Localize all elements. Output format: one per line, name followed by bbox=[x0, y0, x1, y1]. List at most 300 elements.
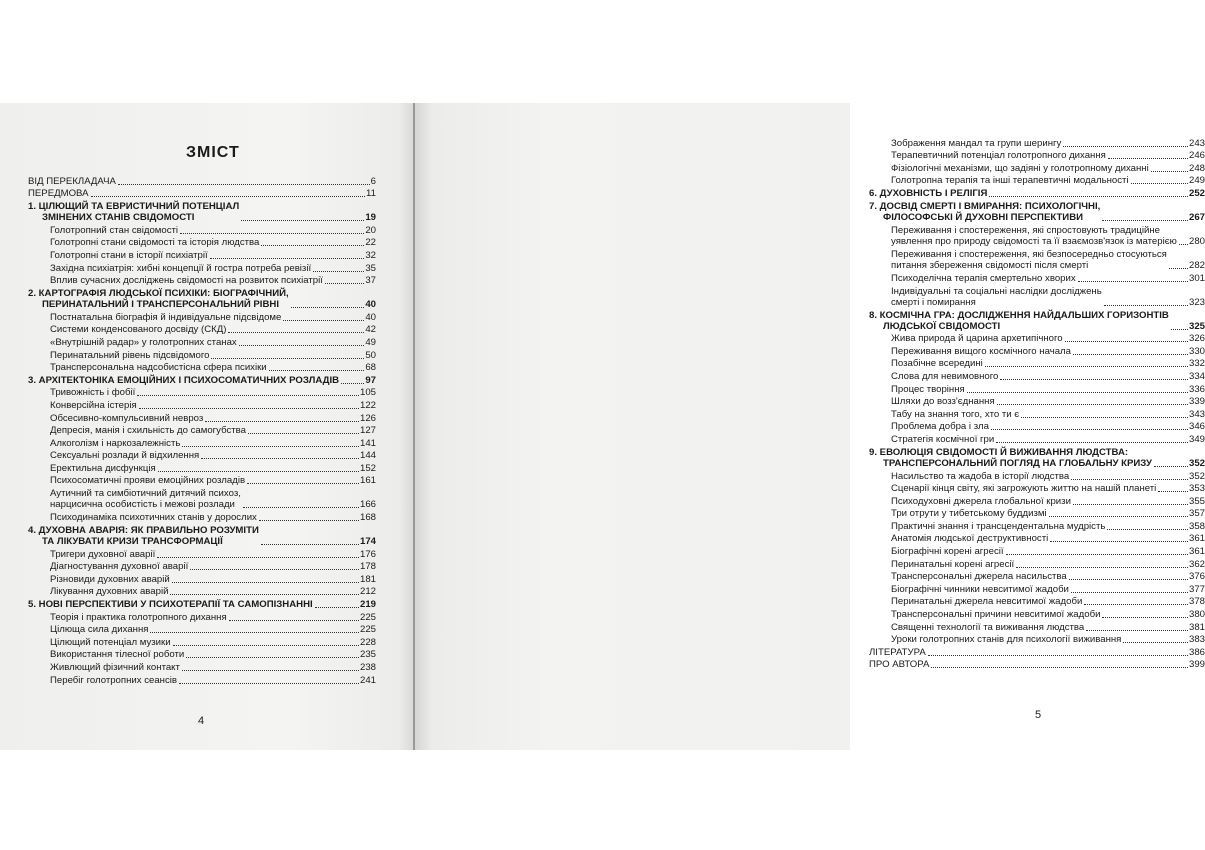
toc-entry-title-line: Трансперсональні джерела насильства bbox=[891, 571, 1067, 583]
toc-entry-title bbox=[891, 584, 1069, 595]
toc-entry bbox=[28, 274, 376, 287]
toc-entry bbox=[28, 510, 376, 523]
toc-leader-dots bbox=[150, 631, 359, 633]
toc-entry bbox=[869, 595, 1205, 608]
toc-page-number: 362 bbox=[1188, 558, 1205, 570]
toc-page-number: 174 bbox=[359, 536, 376, 548]
toc-entry-title-line: Голотропні стани в історії психіатрії bbox=[50, 249, 208, 261]
toc-page-number: 219 bbox=[359, 599, 376, 611]
toc-entry bbox=[28, 648, 376, 661]
toc-entry bbox=[869, 407, 1205, 420]
toc-entry-title bbox=[50, 225, 178, 236]
toc-entry-title-line: Конверсійна істерія bbox=[50, 399, 137, 411]
toc-entry-title bbox=[28, 188, 89, 199]
toc-page-number: 377 bbox=[1188, 583, 1205, 595]
toc-leader-dots bbox=[182, 669, 359, 671]
toc-entry-title-line: «Внутрішній радар» у голотропних станах bbox=[50, 336, 237, 348]
toc-entry bbox=[28, 660, 376, 673]
toc-entry-title-line: Вплив сучасних досліджень свідомості на розвиток психіатрії bbox=[50, 275, 323, 287]
toc-entry bbox=[869, 420, 1205, 433]
toc-leader-dots bbox=[967, 391, 1188, 393]
toc-page-number: 252 bbox=[1188, 187, 1205, 199]
toc-entry-title-line: 6. ДУХОВНІСТЬ І РЕЛІГІЯ bbox=[869, 187, 988, 199]
toc-entry-title-line: Уроки голотропних станів для психології виживання bbox=[891, 634, 1122, 646]
toc-page-number: 249 bbox=[1188, 175, 1205, 187]
toc-leader-dots bbox=[1006, 553, 1188, 555]
toc-entry-title bbox=[891, 559, 1014, 570]
toc-entry bbox=[28, 673, 376, 686]
toc-entry-title-line: Психоделічна терапія смертельно хворих bbox=[891, 272, 1076, 284]
toc-entry-title bbox=[891, 358, 983, 369]
toc-entry-title bbox=[891, 175, 1129, 186]
toc-leader-dots bbox=[1021, 416, 1188, 418]
toc-entry-title bbox=[50, 637, 171, 648]
toc-entry-title-line: Західна психіатрія: хибні концепції й гостра потреба ревізії bbox=[50, 262, 312, 274]
toc-page-number: 141 bbox=[359, 437, 376, 449]
toc-entry-title-line: Насильство та жадоба в історії людства bbox=[891, 470, 1070, 482]
toc-leader-dots bbox=[283, 319, 364, 321]
toc-leader-dots bbox=[158, 470, 359, 472]
toc-leader-dots bbox=[248, 432, 359, 434]
toc-entry-title bbox=[50, 450, 199, 461]
toc-entry-title-line: 5. НОВІ ПЕРСПЕКТИВИ У ПСИХОТЕРАПІЇ ТА САМОПІЗНАННІ bbox=[28, 599, 313, 611]
toc-entry-title-line: Лікування духовних аварій bbox=[50, 586, 169, 598]
toc-page-number: 50 bbox=[365, 349, 376, 361]
toc-entry-title bbox=[891, 346, 1071, 357]
toc-entry-title-line: Діагностування духовної аварії bbox=[50, 561, 189, 573]
toc-entry bbox=[28, 348, 376, 361]
toc-leader-dots bbox=[1154, 465, 1188, 467]
toc-leader-dots bbox=[1084, 603, 1188, 605]
toc-entry-title bbox=[50, 312, 281, 323]
toc-entry bbox=[869, 532, 1205, 545]
toc-entry-title bbox=[50, 574, 170, 585]
toc-entry bbox=[869, 382, 1205, 395]
book-spread bbox=[0, 103, 1205, 750]
toc-entry-title bbox=[28, 201, 239, 223]
toc-entry-title-line: Психодуховні джерела глобальної кризи bbox=[891, 495, 1071, 507]
toc-entry bbox=[869, 357, 1205, 370]
toc-entry-title bbox=[891, 273, 1076, 284]
toc-entry-title bbox=[50, 237, 259, 248]
toc-entry bbox=[869, 544, 1205, 557]
toc-page-number: 248 bbox=[1188, 162, 1205, 174]
toc-page-number: 361 bbox=[1188, 546, 1205, 558]
toc-page-number: 152 bbox=[359, 462, 376, 474]
toc-entry-title-line: 7. ДОСВІД СМЕРТІ І ВМИРАННЯ: ПСИХОЛОГІЧНІ, bbox=[869, 200, 1101, 212]
toc-entry bbox=[869, 247, 1205, 271]
toc-leader-dots bbox=[91, 195, 366, 197]
toc-entry-title bbox=[891, 384, 965, 395]
toc-entry bbox=[869, 308, 1205, 332]
toc-entry bbox=[28, 286, 376, 310]
toc-entry-title-line: Голотропний стан свідомості bbox=[50, 224, 179, 236]
toc-entry-title-line: ПЕРЕДМОВА bbox=[28, 188, 89, 200]
toc-leader-dots bbox=[173, 644, 359, 646]
toc-page-number: 301 bbox=[1188, 272, 1205, 284]
toc-entry-title bbox=[891, 634, 1121, 645]
toc-leader-dots bbox=[1069, 578, 1188, 580]
toc-page-number: 399 bbox=[1188, 659, 1205, 671]
toc-entry-title bbox=[50, 612, 227, 623]
toc-page-number: 176 bbox=[359, 548, 376, 560]
toc-entry bbox=[28, 386, 376, 399]
toc-entry bbox=[28, 261, 376, 274]
toc-page-number: 238 bbox=[359, 662, 376, 673]
toc-leader-dots bbox=[1179, 243, 1188, 245]
toc-entry-title bbox=[50, 425, 246, 436]
toc-page-number: 267 bbox=[1188, 211, 1205, 223]
toc-leader-dots bbox=[928, 654, 1188, 656]
toc-leader-dots bbox=[291, 306, 365, 308]
toc-page-number: 282 bbox=[1188, 259, 1205, 271]
toc-entry bbox=[869, 445, 1205, 469]
toc-leader-dots bbox=[1123, 641, 1188, 643]
toc-entry bbox=[869, 432, 1205, 445]
toc-leader-dots bbox=[170, 593, 359, 595]
toc-entry-title-line: Проблема добра і зла bbox=[891, 421, 989, 433]
toc-leader-dots bbox=[182, 445, 359, 447]
toc-entry-title bbox=[891, 421, 989, 432]
toc-entry-title-line: Сценарії кінця світу, які загрожують життю на нашій планеті bbox=[891, 483, 1157, 495]
toc-leader-dots bbox=[1108, 157, 1188, 159]
toc-entry bbox=[869, 570, 1205, 583]
toc-entry bbox=[869, 332, 1205, 345]
toc-entry-title bbox=[50, 649, 184, 660]
toc-entry-title-line: Переживання вищого космічного начала bbox=[891, 345, 1071, 357]
toc-entry-title-line: Переживання і спостереження, які безпосередньо стосуються bbox=[891, 248, 1167, 260]
toc-entry-title bbox=[50, 586, 168, 597]
toc-page-number: 280 bbox=[1188, 235, 1205, 247]
toc-page-number: 358 bbox=[1188, 520, 1205, 532]
toc-entry bbox=[869, 174, 1205, 187]
toc-page-number: 22 bbox=[365, 237, 376, 249]
toc-entry bbox=[869, 519, 1205, 532]
toc-entry-title bbox=[891, 396, 995, 407]
toc-page-number: 323 bbox=[1188, 296, 1205, 308]
toc-page-number: 352 bbox=[1188, 470, 1205, 482]
toc-entry-title-line: уявлення про природу свідомості та її взаємозв'язок із матерією bbox=[891, 235, 1177, 247]
toc-page-number: 127 bbox=[359, 425, 376, 437]
toc-entry-title-line: Індивідуальні та соціальні наслідки досліджень bbox=[891, 285, 1102, 297]
toc-entry bbox=[869, 645, 1205, 658]
toc-entry-title bbox=[869, 201, 1100, 223]
toc-entry bbox=[869, 494, 1205, 507]
toc-entry-title-line: ЛЮДСЬКОЇ СВІДОМОСТІ bbox=[883, 320, 1001, 332]
toc-entry bbox=[869, 658, 1205, 671]
toc-entry bbox=[28, 323, 376, 336]
toc-entry-title bbox=[50, 675, 177, 686]
toc-entry-title bbox=[869, 310, 1169, 332]
toc-entry-title bbox=[50, 400, 137, 411]
toc-entry-title-line: Цілющий потенціал музики bbox=[50, 636, 171, 648]
toc-entry-title bbox=[869, 447, 1152, 469]
toc-entry-title-line: Теорія і практика голотропного дихання bbox=[50, 611, 227, 623]
toc-entry-title-line: Процес творіння bbox=[891, 383, 965, 395]
toc-entry bbox=[28, 248, 376, 261]
toc-entry-title bbox=[869, 659, 929, 670]
toc-entry-title-line: Цілюща сила дихання bbox=[50, 624, 149, 636]
toc-entry-title bbox=[891, 496, 1071, 507]
toc-leader-dots bbox=[1104, 304, 1188, 306]
toc-list-right bbox=[869, 136, 1205, 670]
toc-page-number: 380 bbox=[1188, 609, 1205, 621]
toc-leader-dots bbox=[315, 606, 359, 608]
toc-leader-dots bbox=[1000, 378, 1188, 380]
toc-entry-title bbox=[50, 350, 209, 361]
toc-entry-title bbox=[891, 483, 1156, 494]
toc-leader-dots bbox=[985, 365, 1188, 367]
toc-entry bbox=[28, 223, 376, 236]
toc-leader-dots bbox=[1151, 170, 1188, 172]
toc-leader-dots bbox=[211, 357, 364, 359]
toc-entry-title-line: Системи конденсованого досвіду (СКД) bbox=[50, 324, 227, 336]
toc-entry-title bbox=[50, 275, 323, 286]
toc-entry-title bbox=[50, 337, 237, 348]
toc-entry bbox=[28, 335, 376, 348]
toc-leader-dots bbox=[179, 682, 359, 684]
toc-entry-title bbox=[869, 188, 987, 199]
toc-leader-dots bbox=[1107, 528, 1188, 530]
toc-page-number: 352 bbox=[1188, 457, 1205, 469]
toc-entry bbox=[28, 236, 376, 249]
toc-leader-dots bbox=[180, 232, 364, 234]
toc-entry-title bbox=[28, 176, 116, 187]
toc-entry-title-line: Жива природа й царина архетипічного bbox=[891, 333, 1063, 345]
toc-leader-dots bbox=[1065, 340, 1188, 342]
toc-page-number: 246 bbox=[1188, 150, 1205, 162]
toc-entry-title-line: ВІД ПЕРЕКЛАДАЧА bbox=[28, 175, 116, 187]
toc-entry-title-line: 9. ЕВОЛЮЦІЯ СВІДОМОСТІ Й ВИЖИВАННЯ ЛЮДСТВА: bbox=[869, 446, 1129, 458]
toc-entry-title bbox=[891, 533, 1048, 544]
toc-page-number: 225 bbox=[359, 624, 376, 636]
toc-leader-dots bbox=[261, 244, 364, 246]
toc-entry-title bbox=[50, 324, 226, 335]
toc-leader-dots bbox=[313, 270, 364, 272]
toc-entry-title-line: 4. ДУХОВНА АВАРІЯ: ЯК ПРАВИЛЬНО РОЗУМІТИ bbox=[28, 525, 259, 537]
toc-entry bbox=[28, 436, 376, 449]
toc-entry bbox=[869, 507, 1205, 520]
toc-entry bbox=[28, 461, 376, 474]
toc-entry-title bbox=[28, 525, 259, 547]
toc-entry-title-line: ПРО АВТОРА bbox=[869, 659, 930, 671]
toc-entry bbox=[28, 635, 376, 648]
toc-entry-title bbox=[891, 225, 1177, 247]
toc-page-number: 68 bbox=[365, 362, 376, 374]
toc-leader-dots bbox=[118, 183, 370, 185]
toc-entry-title bbox=[891, 508, 1047, 519]
toc-page-number: 357 bbox=[1188, 508, 1205, 520]
toc-leader-dots bbox=[157, 556, 359, 558]
toc-entry-title-line: 3. АРХІТЕКТОНІКА ЕМОЦІЙНИХ І ПСИХОСОМАТИЧНИХ РОЗЛАДІВ bbox=[28, 374, 340, 386]
toc-page-number: 383 bbox=[1188, 634, 1205, 646]
toc-leader-dots bbox=[1073, 503, 1188, 505]
toc-leader-dots bbox=[1171, 328, 1188, 330]
toc-entry-title-line: Переживання і спостереження, які спростовують традиційне bbox=[891, 224, 1160, 236]
toc-page-number: 243 bbox=[1188, 137, 1205, 149]
toc-leader-dots bbox=[1016, 566, 1188, 568]
toc-page-number: 386 bbox=[1188, 646, 1205, 658]
toc-entry bbox=[28, 560, 376, 573]
toc-entry-title-line: Використання тілесної роботи bbox=[50, 649, 185, 661]
toc-entry-title-line: 1. ЦІЛЮЩИЙ ТА ЕВРИСТИЧНИЙ ПОТЕНЦІАЛ bbox=[28, 201, 240, 213]
toc-leader-dots bbox=[186, 656, 359, 658]
toc-entry-title bbox=[891, 571, 1067, 582]
toc-leader-dots bbox=[991, 428, 1188, 430]
toc-leader-dots bbox=[341, 382, 364, 384]
toc-entry-title-line: Еректильна дисфункція bbox=[50, 462, 156, 474]
page-number-right: 5 bbox=[1035, 709, 1042, 721]
toc-page-number: 336 bbox=[1188, 383, 1205, 395]
toc-page-number: 355 bbox=[1188, 495, 1205, 507]
right-page bbox=[415, 103, 1205, 750]
toc-entry-title-line: Постнатальна біографія й індивідуальне підсвідоме bbox=[50, 311, 282, 323]
toc-entry-title-line: Терапевтичний потенціал голотропного дихання bbox=[891, 150, 1106, 162]
toc-entry-title-line: нарцисична особистість і межові розлади bbox=[50, 499, 235, 511]
toc-entry-title bbox=[28, 375, 339, 386]
toc-leader-dots bbox=[1050, 540, 1188, 542]
toc-entry bbox=[869, 284, 1205, 308]
toc-page-number: 235 bbox=[359, 649, 376, 661]
toc-entry-title-line: Психосоматичні прояви емоційних розладів bbox=[50, 475, 246, 487]
toc-entry-title-line: Стратегія космічної гри bbox=[891, 433, 995, 445]
toc-page-number: 178 bbox=[359, 561, 376, 573]
toc-entry-title bbox=[50, 387, 135, 398]
toc-entry-title-line: Перинатальний рівень підсвідомого bbox=[50, 349, 210, 361]
toc-entry bbox=[28, 449, 376, 462]
toc-leader-dots bbox=[1073, 353, 1188, 355]
toc-entry-title bbox=[50, 413, 203, 424]
toc-entry bbox=[28, 547, 376, 560]
toc-page-number: 20 bbox=[365, 224, 376, 236]
toc-entry-title-line: Зображення мандал та групи шерингу bbox=[891, 137, 1062, 149]
toc-entry bbox=[869, 482, 1205, 495]
toc-entry-title-line: Священні технології та виживання людства bbox=[891, 621, 1085, 633]
toc-entry-title-line: Психодинаміка психотичних станів у дорослих bbox=[50, 512, 257, 524]
toc-page-number: 349 bbox=[1188, 433, 1205, 445]
toc-entry-title bbox=[50, 624, 148, 635]
toc-leader-dots bbox=[205, 420, 359, 422]
toc-page-number: 166 bbox=[359, 499, 376, 511]
toc-leader-dots bbox=[1071, 478, 1188, 480]
toc-entry-title-line: смерті і помирання bbox=[891, 296, 976, 308]
toc-page-number: 122 bbox=[359, 399, 376, 411]
toc-entry-title-line: питання збереження свідомості після смерті bbox=[891, 259, 1089, 271]
toc-entry-title bbox=[891, 249, 1167, 271]
toc-page-number: 49 bbox=[365, 336, 376, 348]
toc-entry bbox=[28, 424, 376, 437]
toc-entry-title bbox=[50, 662, 180, 673]
toc-entry-title-line: Біографічні корені агресії bbox=[891, 546, 1004, 558]
toc-entry-title bbox=[891, 434, 994, 445]
toc-entry bbox=[28, 474, 376, 487]
toc-entry-title-line: Голотропні стани свідомості та історія людства bbox=[50, 237, 260, 249]
toc-entry-title bbox=[869, 647, 926, 658]
toc-entry-title bbox=[891, 609, 1100, 620]
toc-entry-title bbox=[50, 263, 311, 274]
toc-leader-dots bbox=[190, 568, 359, 570]
toc-leader-dots bbox=[201, 457, 359, 459]
toc-entry-title bbox=[50, 549, 155, 560]
toc-entry bbox=[869, 607, 1205, 620]
toc-entry-title bbox=[891, 409, 1019, 420]
toc-leader-dots bbox=[1102, 219, 1188, 221]
toc-entry-title-line: ПЕРИНАТАЛЬНИЙ І ТРАНСПЕРСОНАЛЬНИЙ РІВНІ bbox=[42, 299, 279, 311]
toc-list-left bbox=[28, 174, 376, 686]
toc-entry-title-line: ТА ЛІКУВАТИ КРИЗИ ТРАНСФОРМАЦІЇ bbox=[42, 536, 223, 548]
toc-entry-title bbox=[891, 546, 1004, 557]
toc-entry-title bbox=[891, 333, 1063, 344]
toc-entry-title bbox=[50, 561, 188, 572]
toc-leader-dots bbox=[261, 543, 359, 545]
toc-entry-title-line: 2. КАРТОГРАФІЯ ЛЮДСЬКОЇ ПСИХІКИ: БІОГРАФІЧНИЙ, bbox=[28, 288, 289, 300]
toc-entry bbox=[28, 523, 376, 547]
toc-entry-title bbox=[891, 596, 1082, 607]
toc-page-number: 40 bbox=[365, 311, 376, 323]
toc-entry bbox=[28, 572, 376, 585]
toc-entry-title bbox=[50, 463, 156, 474]
toc-entry-title-line: Перебіг голотропних сеансів bbox=[50, 674, 177, 686]
toc-entry bbox=[869, 223, 1205, 247]
toc-entry bbox=[869, 136, 1205, 149]
toc-entry-title bbox=[50, 512, 257, 523]
toc-entry-title bbox=[891, 138, 1061, 149]
toc-entry bbox=[28, 174, 376, 187]
toc-leader-dots bbox=[1063, 145, 1188, 147]
toc-leader-dots bbox=[1086, 629, 1188, 631]
toc-entry bbox=[28, 398, 376, 411]
toc-entry-title bbox=[50, 250, 208, 261]
toc-entry-title-line: Трансперсональні причини невситимої жадоби bbox=[891, 609, 1101, 621]
toc-entry bbox=[869, 633, 1205, 646]
toc-page-number: 346 bbox=[1188, 421, 1205, 433]
toc-leader-dots bbox=[997, 403, 1188, 405]
page-number-left: 4 bbox=[198, 715, 205, 727]
toc-entry bbox=[28, 373, 376, 386]
toc-leader-dots bbox=[1078, 280, 1188, 282]
toc-leader-dots bbox=[325, 282, 364, 284]
toc-entry-title-line: Різновиди духовних аварій bbox=[50, 573, 170, 585]
toc-page-number: 42 bbox=[365, 324, 376, 336]
toc-page-number: 37 bbox=[365, 275, 376, 287]
toc-entry-title-line: Перинатальні корені агресії bbox=[891, 558, 1015, 570]
toc-entry bbox=[28, 411, 376, 424]
toc-page-number: 97 bbox=[365, 374, 376, 386]
toc-page-number: 241 bbox=[359, 674, 376, 686]
toc-entry-title bbox=[50, 475, 245, 486]
toc-entry bbox=[28, 585, 376, 598]
toc-leader-dots bbox=[241, 219, 364, 221]
toc-entry-title bbox=[891, 286, 1102, 308]
toc-page-number: 161 bbox=[359, 475, 376, 487]
toc-leader-dots bbox=[1071, 591, 1188, 593]
toc-entry-title-line: Практичні знання і трансцендентальна мудрість bbox=[891, 520, 1106, 532]
toc-entry-title-line: Біографічні чинники невситимої жадоби bbox=[891, 583, 1069, 595]
toc-entry-title-line: Табу на знання того, хто ти є bbox=[891, 408, 1020, 420]
toc-entry bbox=[28, 486, 376, 510]
toc-entry-title-line: Алкоголізм і наркозалежність bbox=[50, 437, 181, 449]
toc-entry-title bbox=[28, 599, 313, 610]
toc-leader-dots bbox=[239, 344, 365, 346]
toc-entry-title bbox=[50, 438, 180, 449]
toc-entry-title-line: Перинатальні джерела невситимої жадоби bbox=[891, 596, 1083, 608]
toc-entry-title-line: Тригери духовної аварії bbox=[50, 548, 156, 560]
toc-entry-title-line: Голотропна терапія та інші терапевтичні модальності bbox=[891, 175, 1129, 187]
toc-page-number: 381 bbox=[1188, 621, 1205, 633]
toc-entry bbox=[869, 199, 1205, 223]
toc-leader-dots bbox=[172, 581, 359, 583]
toc-entry-title-line: ТРАНСПЕРСОНАЛЬНИЙ ПОГЛЯД НА ГЛОБАЛЬНУ КРИЗУ bbox=[883, 457, 1152, 469]
